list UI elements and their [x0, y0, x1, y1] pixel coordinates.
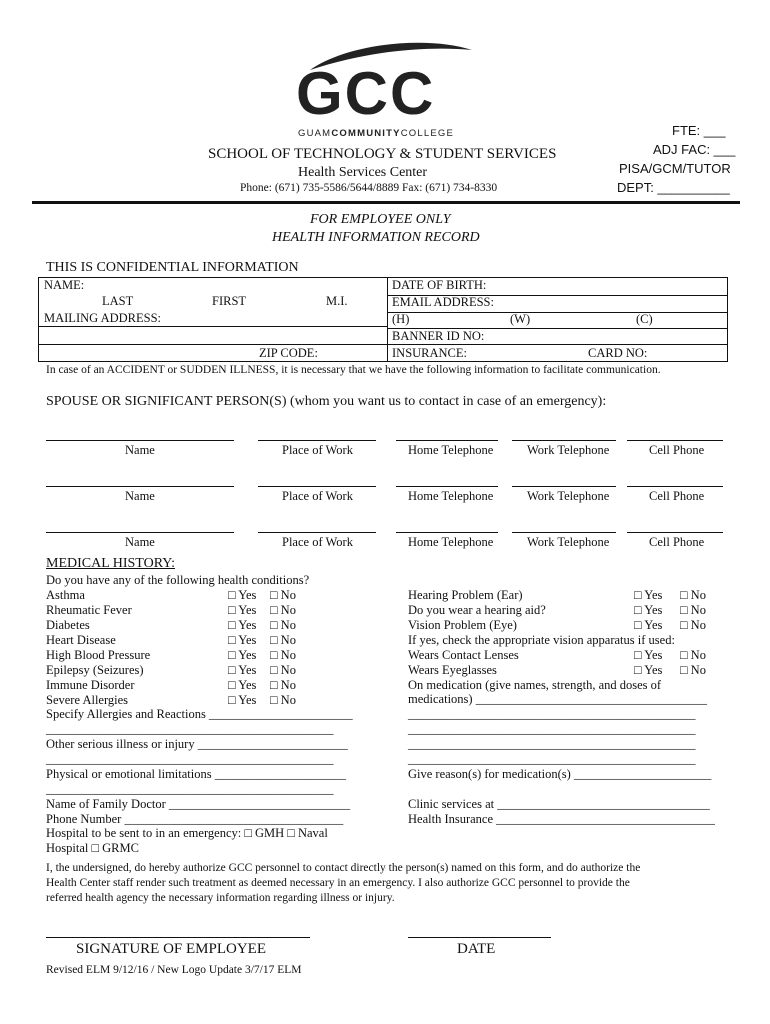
contact-home-tel-line[interactable]	[396, 486, 498, 487]
medication-line[interactable]: ______________________________________________	[408, 737, 696, 751]
condition-label: Rheumatic Fever	[46, 603, 132, 617]
revision-note: Revised ELM 9/12/16 / New Logo Update 3/7/17 ELM	[46, 964, 302, 976]
mailing-label[interactable]: MAILING ADDRESS:	[44, 311, 162, 325]
condition-no-checkbox[interactable]: □ No	[270, 663, 296, 677]
label-home-telephone: Home Telephone	[408, 443, 494, 457]
center-name: Health Services Center	[298, 165, 428, 180]
condition-no-checkbox[interactable]: □ No	[270, 618, 296, 632]
hearing-aid-no[interactable]: □ No	[680, 603, 706, 617]
hearing-no[interactable]: □ No	[680, 588, 706, 602]
label-cell-phone: Cell Phone	[649, 443, 705, 457]
medication-line[interactable]: ______________________________________________	[408, 722, 696, 736]
label-work-telephone: Work Telephone	[527, 489, 610, 503]
contact-home-tel-line[interactable]	[396, 532, 498, 533]
banner-label[interactable]: BANNER ID NO:	[392, 329, 485, 343]
hearing-aid-yes[interactable]: □ Yes	[634, 603, 663, 617]
contact-work-tel-line[interactable]	[512, 532, 616, 533]
label-cell-phone: Cell Phone	[649, 535, 705, 549]
physical-limitations[interactable]: Physical or emotional limitations _____________________	[46, 767, 346, 781]
dept-field[interactable]: DEPT: __________	[617, 180, 730, 195]
medication-reasons[interactable]: Give reason(s) for medication(s) ______________________	[408, 767, 712, 781]
spouse-heading: SPOUSE OR SIGNIFICANT PERSON(S) (whom you want us to contact in case of an emergency):	[46, 394, 607, 409]
contact-work-tel-line[interactable]	[512, 440, 616, 441]
medical-heading: MEDICAL HISTORY:	[46, 556, 176, 571]
info-box-rule	[387, 344, 728, 345]
label-work-telephone: Work Telephone	[527, 443, 610, 457]
illness-line[interactable]: ______________________________________________	[46, 752, 334, 766]
eyeglasses-no[interactable]: □ No	[680, 663, 706, 677]
insurance-label[interactable]: INSURANCE:	[392, 346, 468, 360]
phone-fax: Phone: (671) 735-5586/5644/8889 Fax: (671) 734-8330	[240, 182, 498, 194]
condition-no-checkbox[interactable]: □ No	[270, 633, 296, 647]
condition-label: Immune Disorder	[46, 678, 135, 692]
date-label: DATE	[457, 941, 496, 957]
condition-label: Epilepsy (Seizures)	[46, 663, 144, 677]
zip-label[interactable]: ZIP CODE:	[259, 346, 318, 360]
title-line1: FOR EMPLOYEE ONLY	[310, 212, 451, 227]
last-label: LAST	[102, 294, 134, 308]
phone-c-label[interactable]: (C)	[636, 312, 653, 326]
info-box-rule	[38, 344, 387, 345]
date-line[interactable]	[408, 937, 551, 938]
label-place-of-work: Place of Work	[282, 443, 353, 457]
hearing-problem: Hearing Problem (Ear)	[408, 588, 523, 602]
family-doctor[interactable]: Name of Family Doctor _____________________________	[46, 797, 351, 811]
logo-caption	[298, 128, 454, 139]
name-label[interactable]: NAME:	[44, 278, 85, 292]
condition-yes-checkbox[interactable]: □ Yes	[228, 618, 257, 632]
contact-home-tel-line[interactable]	[396, 440, 498, 441]
contact-lenses-yes[interactable]: □ Yes	[634, 648, 663, 662]
contact-lenses: Wears Contact Lenses	[408, 648, 519, 662]
contact-work-tel-line[interactable]	[512, 486, 616, 487]
hearing-aid: Do you wear a hearing aid?	[408, 603, 546, 617]
info-box-rule	[38, 326, 387, 327]
card-label[interactable]: CARD NO:	[588, 346, 648, 360]
label-name: Name	[125, 443, 155, 457]
logo-caption-post: COLLEGE	[400, 128, 454, 139]
allergies-line[interactable]: ______________________________________________	[46, 722, 334, 736]
fte-field[interactable]: FTE: ___	[672, 123, 726, 138]
title-line2: HEALTH INFORMATION RECORD	[272, 230, 480, 245]
vision-apparatus-note: If yes, check the appropriate vision apparatus if used:	[408, 633, 675, 647]
medication-prompt: On medication (give names, strength, and doses of	[408, 678, 662, 692]
eyeglasses-yes[interactable]: □ Yes	[634, 663, 663, 677]
condition-yes-checkbox[interactable]: □ Yes	[228, 693, 257, 707]
condition-yes-checkbox[interactable]: □ Yes	[228, 678, 257, 692]
limitations-line[interactable]: ______________________________________________	[46, 782, 334, 796]
mi-label: M.I.	[326, 294, 348, 308]
signature-line[interactable]	[46, 937, 310, 938]
info-box-rule	[387, 312, 728, 313]
email-label[interactable]: EMAIL ADDRESS:	[392, 295, 494, 309]
specify-allergies[interactable]: Specify Allergies and Reactions _______________________	[46, 707, 353, 721]
signature-label: SIGNATURE OF EMPLOYEE	[76, 941, 267, 957]
phone-h-label[interactable]: (H)	[392, 312, 410, 326]
doctor-phone[interactable]: Phone Number ___________________________________	[46, 812, 344, 826]
hospital-choice-2[interactable]: Hospital □ GRMC	[46, 841, 139, 855]
label-home-telephone: Home Telephone	[408, 489, 494, 503]
logo-caption-pre: GUAM	[298, 128, 332, 139]
eyeglasses: Wears Eyeglasses	[408, 663, 497, 677]
other-illness[interactable]: Other serious illness or injury ________________________	[46, 737, 348, 751]
label-home-telephone: Home Telephone	[408, 535, 494, 549]
accident-note: In case of an ACCIDENT or SUDDEN ILLNESS, it is necessary that we have the following information to facilitate communication.	[46, 364, 661, 376]
vision-problem: Vision Problem (Eye)	[408, 618, 517, 632]
condition-no-checkbox[interactable]: □ No	[270, 588, 296, 602]
condition-no-checkbox[interactable]: □ No	[270, 678, 296, 692]
medication-field[interactable]: medications) _____________________________________	[408, 692, 707, 706]
condition-label: High Blood Pressure	[46, 648, 151, 662]
header-rule	[32, 201, 740, 204]
contact-work-line[interactable]	[258, 486, 376, 487]
condition-label: Heart Disease	[46, 633, 116, 647]
contact-work-line[interactable]	[258, 440, 376, 441]
hospital-choice[interactable]: Hospital to be sent to in an emergency: □ GMH □ Naval	[46, 826, 328, 840]
label-place-of-work: Place of Work	[282, 535, 353, 549]
label-work-telephone: Work Telephone	[527, 535, 610, 549]
label-cell-phone: Cell Phone	[649, 489, 705, 503]
phone-w-label[interactable]: (W)	[510, 312, 531, 326]
medication-line[interactable]: ______________________________________________	[408, 707, 696, 721]
logo-letters: GCC	[296, 60, 436, 127]
contact-cell-line[interactable]	[627, 440, 723, 441]
medical-question: Do you have any of the following health conditions?	[46, 573, 310, 587]
hearing-yes[interactable]: □ Yes	[634, 588, 663, 602]
contact-work-line[interactable]	[258, 532, 376, 533]
logo-caption-bold: COMMUNITY	[331, 128, 401, 139]
contact-name-line[interactable]	[46, 486, 234, 487]
contact-cell-line[interactable]	[627, 532, 723, 533]
condition-no-checkbox[interactable]: □ No	[270, 648, 296, 662]
condition-no-checkbox[interactable]: □ No	[270, 603, 296, 617]
school-name: SCHOOL OF TECHNOLOGY & STUDENT SERVICES	[208, 146, 557, 162]
label-name: Name	[125, 489, 155, 503]
info-box-divider	[387, 277, 388, 362]
authorization-line-2: Health Center staff render such treatment as deemed necessary in an emergency. I also authorize GCC personnel to provide the	[46, 877, 630, 889]
label-name: Name	[125, 535, 155, 549]
condition-yes-checkbox[interactable]: □ Yes	[228, 633, 257, 647]
adj-fac-field[interactable]: ADJ FAC: ___	[653, 142, 736, 157]
authorization-line-1: I, the undersigned, do hereby authorize GCC personnel to contact directly the person(s) named on this form, and do authorize the	[46, 862, 641, 874]
confidential-heading: THIS IS CONFIDENTIAL INFORMATION	[46, 260, 299, 275]
vision-yes[interactable]: □ Yes	[634, 618, 663, 632]
condition-yes-checkbox[interactable]: □ Yes	[228, 588, 257, 602]
condition-label: Diabetes	[46, 618, 90, 632]
condition-label: Asthma	[46, 588, 85, 602]
condition-yes-checkbox[interactable]: □ Yes	[228, 603, 257, 617]
condition-yes-checkbox[interactable]: □ Yes	[228, 648, 257, 662]
clinic-services[interactable]: Clinic services at __________________________________	[408, 797, 710, 811]
condition-no-checkbox[interactable]: □ No	[270, 693, 296, 707]
contact-cell-line[interactable]	[627, 486, 723, 487]
authorization-line-3: referred health agency the necessary information regarding illness or injury.	[46, 892, 395, 904]
label-place-of-work: Place of Work	[282, 489, 353, 503]
health-insurance[interactable]: Health Insurance ___________________________________	[408, 812, 715, 826]
condition-yes-checkbox[interactable]: □ Yes	[228, 663, 257, 677]
dob-label[interactable]: DATE OF BIRTH:	[392, 278, 487, 292]
first-label: FIRST	[212, 294, 247, 308]
contact-name-line[interactable]	[46, 440, 234, 441]
pisa-field[interactable]: PISA/GCM/TUTOR	[619, 161, 731, 176]
contact-name-line[interactable]	[46, 532, 234, 533]
condition-label: Severe Allergies	[46, 693, 129, 707]
vision-no[interactable]: □ No	[680, 618, 706, 632]
contact-lenses-no[interactable]: □ No	[680, 648, 706, 662]
medication-line[interactable]: ______________________________________________	[408, 752, 696, 766]
